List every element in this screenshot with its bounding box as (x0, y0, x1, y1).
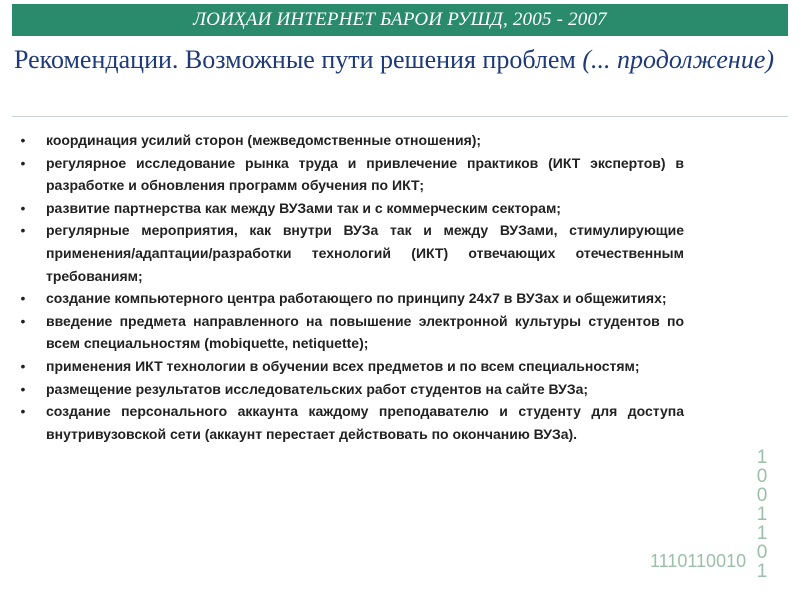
binary-digit: 0 (756, 466, 768, 487)
bullet-icon: • (20, 154, 26, 171)
binary-digit: 0 (756, 542, 768, 563)
bullet-icon: • (20, 357, 26, 374)
bullet-icon: • (20, 290, 26, 307)
list-item (18, 378, 684, 401)
list-item (18, 310, 684, 355)
list-item-text: регулярные мероприятия, как внутри ВУЗа так и между ВУЗами, стимулирующие применения/адаптации/разработки технологий (ИКТ) отвечающих отечественным требованиям; (46, 222, 684, 284)
bullet-icon: • (20, 199, 26, 216)
list-item (18, 287, 684, 310)
slide-title-main: Рекомендации. Возможные пути решения проблем (14, 45, 583, 74)
list-item (18, 152, 684, 197)
slide-title (14, 44, 786, 76)
binary-digits-column (742, 448, 782, 600)
bullet-icon: • (20, 312, 26, 329)
list-item-text: развитие партнерства как между ВУЗами так и с коммерческим секторам; (46, 199, 561, 216)
title-divider (12, 116, 788, 117)
bullet-icon: • (20, 132, 26, 148)
binary-digit: 1 (756, 448, 768, 468)
list-item (18, 355, 684, 378)
list-item (18, 129, 684, 152)
binary-digit: 0 (756, 485, 768, 506)
list-item-text: создание персонального аккаунта каждому преподавателю и студенту для доступа внутривузовской сети (аккаунт перестает действовать по окончанию ВУЗа). (46, 403, 684, 442)
binary-digit: 1 (756, 523, 768, 544)
list-item (18, 219, 684, 287)
list-item-text: введение предмета направленного на повышение электронной культуры студентов по всем специальностям (mobiquette, netiquette); (46, 312, 684, 352)
bullet-icon: • (20, 403, 26, 420)
binary-digit: 1 (756, 561, 768, 582)
list-item (18, 400, 684, 445)
list-item-text: регулярное исследование рынка труда и привлечение практиков (ИКТ экспертов) в разработке и обновления программ обучения по ИКТ; (46, 154, 684, 194)
header-banner (12, 4, 788, 36)
banner-title: ЛОИҲАИ ИНТЕРНЕТ БАРОИ РУШД, 2005 - 2007 (193, 9, 607, 30)
bullet-icon: • (20, 380, 26, 397)
bullet-icon: • (20, 222, 26, 239)
recommendations-list (18, 129, 684, 445)
binary-digits-row: 1110110010 (650, 551, 747, 571)
slide-title-continuation: (... продолжение) (582, 45, 775, 74)
binary-digit: 1 (756, 504, 768, 525)
list-item-text: размещение результатов исследовательских работ студентов на сайте ВУЗа; (46, 380, 589, 397)
list-item-text: создание компьютерного центра работающего по принципу 24х7 в ВУЗах и общежитиях; (46, 290, 667, 307)
list-item-text: применения ИКТ технологии в обучении всех предметов и по всем специальностям; (46, 357, 640, 374)
list-item-text: координация усилий сторон (межведомственные отношения); (46, 132, 482, 148)
list-item (18, 197, 684, 220)
